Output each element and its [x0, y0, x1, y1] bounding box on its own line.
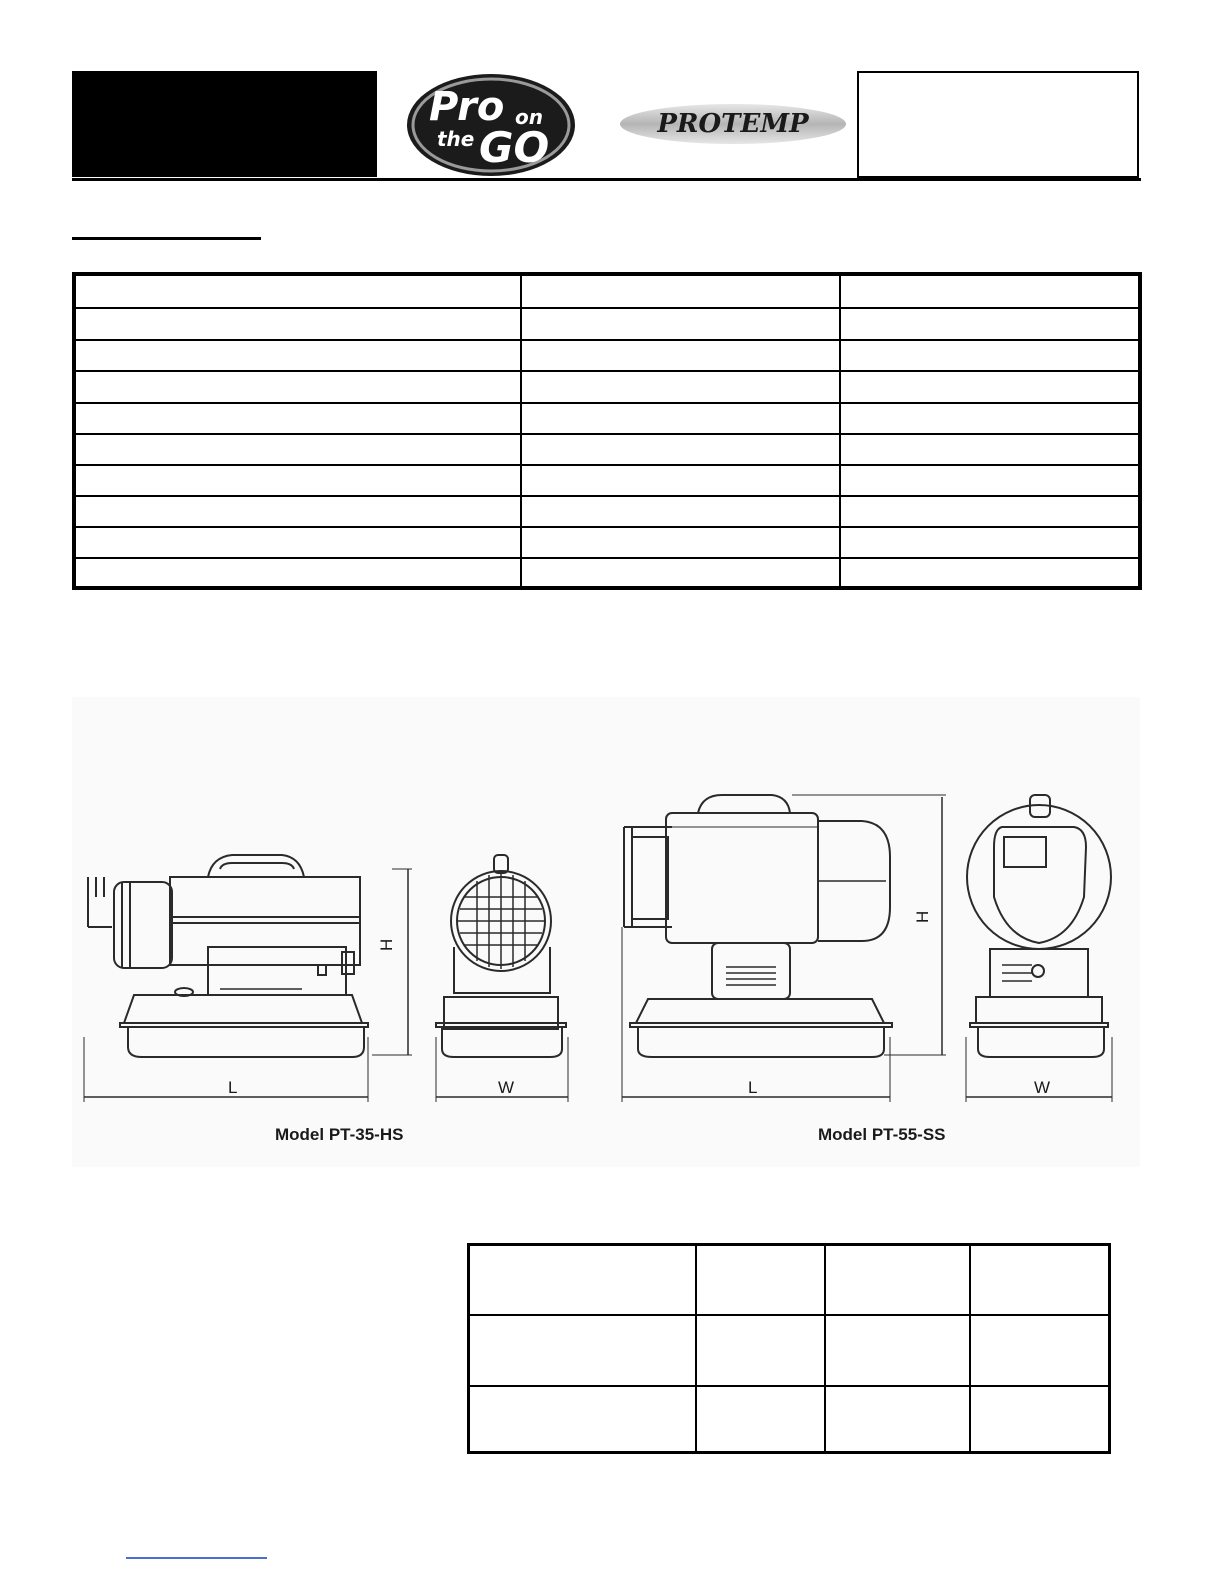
logo-pro-text: Pro	[429, 84, 505, 130]
table-column-divider	[520, 276, 522, 586]
header-title-block	[72, 71, 377, 177]
logo-on-text: on	[515, 105, 543, 129]
footer-link-underline[interactable]	[126, 1557, 267, 1559]
pt35-side-view	[84, 855, 412, 1102]
pt55-side-view	[622, 795, 946, 1102]
width-label: W	[498, 1078, 515, 1097]
table-row-divider	[76, 557, 1138, 559]
table-column-divider	[839, 276, 841, 586]
table-column-divider	[969, 1246, 971, 1451]
heater-dimension-diagram	[72, 697, 1140, 1167]
table-row-divider	[470, 1385, 1108, 1387]
table-column-divider	[824, 1246, 826, 1451]
length-label: L	[748, 1078, 758, 1097]
pt55-front-view	[966, 795, 1112, 1102]
logo-the-text: the	[437, 127, 475, 151]
height-label: H	[913, 910, 932, 923]
table-row-divider	[76, 464, 1138, 466]
header-info-box	[857, 71, 1139, 178]
table-row-divider	[76, 370, 1138, 372]
dimensions-table	[467, 1243, 1111, 1454]
model-pt55-caption: Model PT-55-SS	[818, 1125, 946, 1144]
table-row-divider	[76, 307, 1138, 309]
protemp-logo	[618, 100, 848, 148]
table-row-divider	[76, 526, 1138, 528]
height-label: H	[377, 938, 396, 951]
section-heading-underline	[72, 237, 261, 240]
header-divider	[72, 178, 1141, 181]
table-row-divider	[470, 1314, 1108, 1316]
table-row-divider	[76, 495, 1138, 497]
table-column-divider	[695, 1246, 697, 1451]
logo-protemp-text: PROTEMP	[657, 109, 809, 139]
model-pt35-caption: Model PT-35-HS	[275, 1125, 404, 1144]
pt35-front-view	[436, 855, 568, 1102]
pro-on-the-go-logo	[405, 72, 577, 178]
table-row-divider	[76, 402, 1138, 404]
logo-go-text: GO	[479, 123, 550, 172]
specifications-table	[72, 272, 1142, 590]
table-row-divider	[76, 339, 1138, 341]
width-label: W	[1034, 1078, 1051, 1097]
length-label: L	[228, 1078, 238, 1097]
table-row-divider	[76, 433, 1138, 435]
